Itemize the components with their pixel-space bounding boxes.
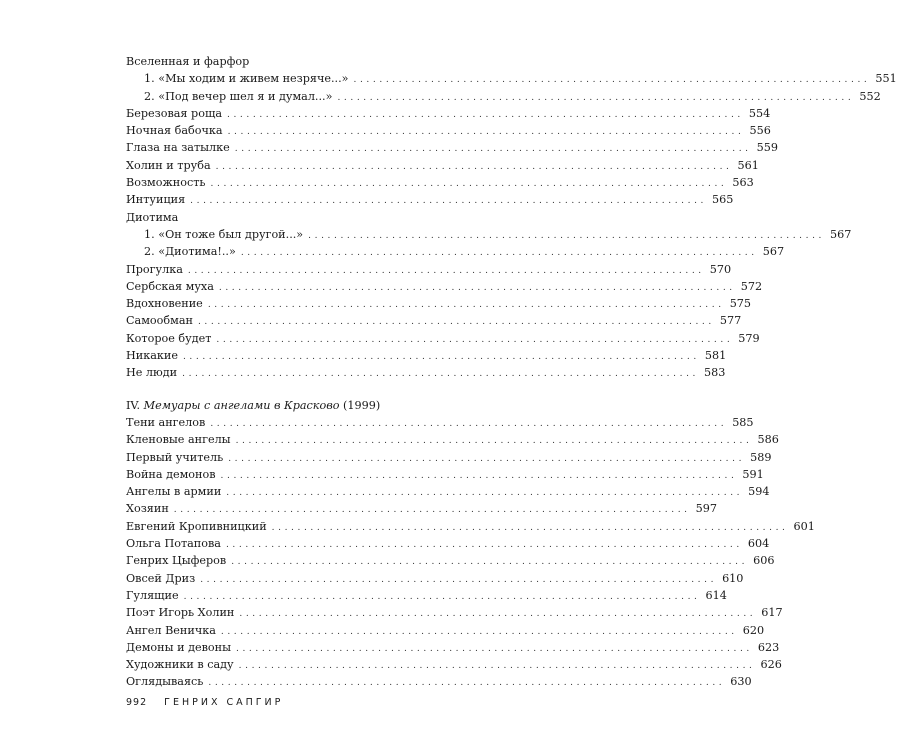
toc-entry-title: Художники в саду bbox=[126, 658, 234, 672]
dot-leader: ................................................................................ bbox=[173, 505, 691, 516]
toc-entry-page: 563 bbox=[732, 176, 754, 190]
toc-entry-page: 585 bbox=[732, 415, 754, 429]
table-of-contents bbox=[126, 53, 897, 691]
toc-entry[interactable] bbox=[126, 639, 780, 656]
toc-entry[interactable] bbox=[126, 330, 760, 347]
toc-entry-page: 606 bbox=[753, 554, 775, 568]
toc-entry-title: Оглядываясь bbox=[126, 675, 204, 689]
toc-entry-title: Ночная бабочка bbox=[126, 124, 223, 138]
toc-entry[interactable] bbox=[126, 105, 771, 122]
toc-entry[interactable] bbox=[126, 466, 764, 483]
toc-entry-page: 586 bbox=[757, 433, 779, 447]
dot-leader: ................................................................................ bbox=[238, 661, 756, 672]
toc-entry-title: Прогулка bbox=[126, 262, 183, 276]
dot-leader: ................................................................................ bbox=[218, 282, 736, 293]
toc-entry[interactable] bbox=[126, 243, 785, 260]
toc-entry-page: 579 bbox=[738, 331, 760, 345]
toc-entry-title: Ольга Потапова bbox=[126, 537, 221, 551]
dot-leader: ................................................................................ bbox=[182, 352, 700, 363]
dot-leader: ................................................................................ bbox=[210, 179, 728, 190]
dot-leader: ................................................................................ bbox=[190, 196, 708, 207]
toc-group-heading: Вселенная и фарфор bbox=[126, 55, 250, 68]
toc-entry[interactable] bbox=[126, 431, 779, 448]
dot-leader: ................................................................................ bbox=[187, 265, 705, 276]
toc-entry-page: 630 bbox=[730, 675, 752, 689]
toc-entry[interactable] bbox=[126, 500, 718, 517]
dot-leader: ................................................................................ bbox=[236, 643, 753, 654]
toc-entry-page: 567 bbox=[762, 245, 785, 259]
dot-leader: ................................................................................ bbox=[215, 161, 733, 172]
toc-entry[interactable] bbox=[126, 518, 815, 535]
toc-group-heading: Диотима bbox=[126, 210, 179, 224]
toc-entry[interactable] bbox=[126, 673, 752, 690]
toc-entry-title: Поэт Игорь Холин bbox=[126, 606, 235, 620]
toc-entry-title: 2. «Под вечер шел я и думал...» bbox=[144, 89, 333, 103]
toc-entry-title: Первый учитель bbox=[126, 450, 224, 464]
toc-entry-page: 554 bbox=[748, 106, 771, 120]
dot-leader: ................................................................................ bbox=[197, 317, 715, 328]
dot-leader: ................................................................................ bbox=[216, 334, 734, 345]
toc-entry-title: Не люди bbox=[126, 366, 178, 380]
toc-entry-title: 1. «Мы ходим и живем незряче...» bbox=[144, 72, 349, 86]
toc-entry[interactable] bbox=[126, 364, 726, 381]
section-heading bbox=[126, 397, 484, 414]
toc-entry[interactable] bbox=[126, 414, 754, 431]
dot-leader: ................................................................................ bbox=[234, 144, 752, 155]
toc-entry-title: Ангел Веничка bbox=[126, 623, 216, 637]
dot-leader: ................................................................................ bbox=[183, 591, 701, 602]
dot-leader: ................................................................................ bbox=[225, 540, 743, 551]
toc-entry[interactable] bbox=[126, 552, 775, 569]
dot-leader: ................................................................................ bbox=[220, 470, 738, 481]
toc-entry[interactable] bbox=[126, 295, 752, 312]
toc-entry-page: 572 bbox=[740, 279, 763, 293]
dot-leader: ................................................................................ bbox=[231, 557, 749, 568]
toc-entry-title: Демоны и девоны bbox=[126, 640, 231, 654]
dot-leader: ................................................................................ bbox=[353, 75, 871, 86]
toc-entry[interactable] bbox=[126, 312, 742, 329]
toc-entry-page: 617 bbox=[761, 606, 783, 620]
toc-entry[interactable] bbox=[126, 261, 732, 278]
section-title: Мемуары с ангелами в Красково bbox=[143, 398, 340, 412]
toc-entry-title: Никакие bbox=[126, 349, 178, 363]
section-year: (1999) bbox=[343, 398, 381, 412]
toc-entry-title: Интуиция bbox=[126, 193, 186, 207]
dot-leader: ................................................................................ bbox=[208, 678, 726, 689]
toc-entry[interactable] bbox=[126, 88, 881, 105]
toc-entry-title: Тени ангелов bbox=[126, 415, 206, 429]
running-author: ГЕНРИХ САПГИР bbox=[164, 697, 284, 708]
toc-entry-title: Холин и труба bbox=[126, 158, 211, 172]
dot-leader: ................................................................................ bbox=[308, 230, 826, 241]
dot-leader: ................................................................................ bbox=[240, 248, 758, 259]
toc-entry-page: 577 bbox=[719, 314, 742, 328]
toc-entry-page: 626 bbox=[760, 658, 782, 672]
dot-leader: ................................................................................ bbox=[235, 436, 753, 447]
dot-leader: ................................................................................ bbox=[337, 92, 855, 103]
toc-entry-page: 567 bbox=[830, 227, 852, 241]
toc-entry-page: 589 bbox=[750, 450, 772, 464]
toc-entry[interactable] bbox=[126, 157, 759, 174]
toc-entry-title: Война демонов bbox=[126, 467, 216, 481]
page-number: 992 bbox=[126, 697, 148, 708]
toc-entry-page: 570 bbox=[709, 262, 732, 276]
toc-entry-title: Кленовые ангелы bbox=[126, 433, 231, 447]
toc-entry-page: 597 bbox=[695, 502, 718, 516]
toc-entry-page: 575 bbox=[729, 297, 752, 311]
toc-entry-title: Самообман bbox=[126, 314, 193, 328]
toc-entry-page: 581 bbox=[704, 349, 727, 363]
toc-entry-title: Генрих Цыферов bbox=[126, 554, 227, 568]
toc-entry-page: 552 bbox=[859, 89, 881, 103]
dot-leader: ................................................................................ bbox=[200, 574, 718, 585]
toc-entry-page: 556 bbox=[749, 124, 771, 138]
dot-leader: ................................................................................ bbox=[226, 488, 744, 499]
toc-entry-page: 591 bbox=[742, 467, 764, 481]
toc-entry[interactable] bbox=[126, 622, 765, 639]
toc-entry-page: 561 bbox=[737, 158, 759, 172]
dot-leader: ................................................................................ bbox=[228, 453, 746, 464]
dot-leader: ................................................................................ bbox=[227, 127, 745, 138]
page-footer bbox=[126, 697, 283, 708]
toc-entry-title: Глаза на затылке bbox=[126, 141, 230, 155]
dot-leader: ................................................................................ bbox=[207, 300, 725, 311]
toc-entry[interactable] bbox=[126, 226, 852, 243]
toc-entry-page: 614 bbox=[705, 588, 727, 602]
dot-leader: ................................................................................ bbox=[227, 109, 744, 120]
toc-entry-title: 2. «Диотима!..» bbox=[144, 245, 236, 259]
toc-entry[interactable] bbox=[126, 347, 727, 364]
toc-entry[interactable] bbox=[126, 483, 770, 500]
toc-entry-page: 551 bbox=[875, 72, 897, 86]
toc-entry[interactable] bbox=[126, 587, 727, 604]
toc-entry[interactable] bbox=[126, 570, 744, 587]
toc-entry[interactable] bbox=[126, 604, 783, 621]
toc-entry[interactable] bbox=[126, 191, 734, 208]
toc-entry-title: Евгений Кропивницкий bbox=[126, 519, 267, 533]
toc-entry-title: Ангелы в армии bbox=[126, 485, 222, 499]
toc-entry-title: Гулящие bbox=[126, 588, 179, 602]
toc-entry-page: 623 bbox=[757, 640, 780, 654]
toc-entry[interactable] bbox=[126, 449, 772, 466]
toc-entry[interactable] bbox=[126, 535, 770, 552]
toc-entry[interactable] bbox=[126, 122, 771, 139]
toc-entry-title: Возможность bbox=[126, 176, 206, 190]
toc-entry-page: 559 bbox=[756, 141, 779, 155]
dot-leader: ................................................................................ bbox=[182, 369, 699, 380]
toc-entry-page: 604 bbox=[747, 537, 770, 551]
toc-entry[interactable] bbox=[126, 174, 754, 191]
toc-entry-title: Березовая роща bbox=[126, 106, 223, 120]
toc-entry[interactable] bbox=[126, 278, 763, 295]
toc-entry-page: 610 bbox=[722, 571, 744, 585]
toc-entry-page: 620 bbox=[742, 623, 765, 637]
toc-entry-title: 1. «Он тоже был другой...» bbox=[144, 227, 304, 241]
toc-entry-page: 601 bbox=[793, 519, 815, 533]
section-numeral: IV. bbox=[126, 398, 141, 412]
dot-leader: ................................................................................ bbox=[220, 626, 738, 637]
toc-entry-title: Вдохновение bbox=[126, 297, 203, 311]
toc-entry-page: 594 bbox=[748, 485, 770, 499]
dot-leader: ................................................................................ bbox=[239, 609, 757, 620]
toc-entry-page: 565 bbox=[712, 193, 734, 207]
toc-entry[interactable] bbox=[126, 656, 782, 673]
toc-entry-title: Хозяин bbox=[126, 502, 169, 516]
toc-entry-title: Овсей Дриз bbox=[126, 571, 196, 585]
toc-entry[interactable] bbox=[126, 139, 779, 156]
toc-entry-title: Которое будет bbox=[126, 331, 212, 345]
dot-leader: ................................................................................ bbox=[271, 522, 789, 533]
toc-entry-page: 583 bbox=[704, 366, 726, 380]
toc-entry[interactable] bbox=[126, 70, 897, 87]
toc-entry-title: Сербская муха bbox=[126, 279, 214, 293]
dot-leader: ................................................................................ bbox=[210, 418, 728, 429]
